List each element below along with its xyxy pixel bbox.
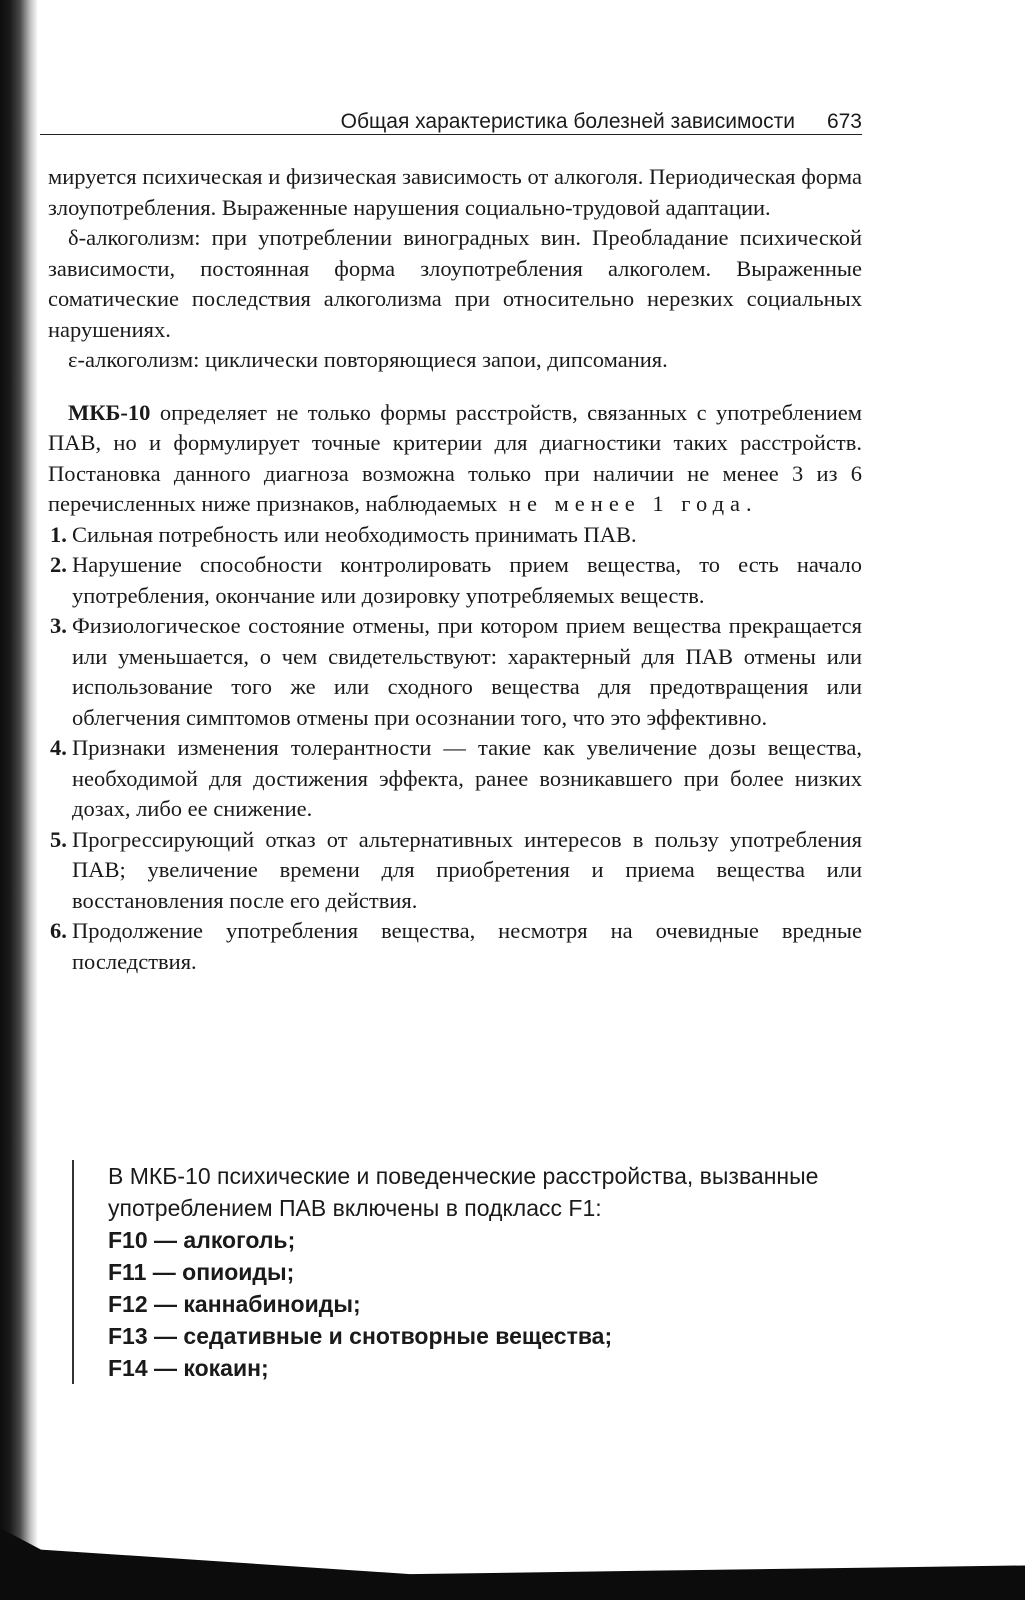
mkb-term: МКБ-10 [68, 399, 151, 425]
mkb-text: определяет не только формы расстройств, связанных с употреблением ПАВ, но и формулирует точные критерии для диагностики таких расстройств. Постановка данного диагноза возможна только при наличии не менее 3 из 6 перечисленных ниже признаков, наблюдаемых [48, 399, 862, 516]
list-item [48, 733, 862, 825]
list-item-text: Физиологическое состояние отмены, при котором прием вещества прекращается или уменьшается, о чем свидетельствуют: характерный для ПАВ отмены или использование того же или сходного вещества для предотвращения или облегчения симптомов отмены при осознании того, что это эффективно. [72, 613, 862, 730]
list-item-text: Прогрессирующий отказ от альтернативных интересов в пользу употребления ПАВ; увеличение времени для приобретения и приема вещества или восстановления после его действия. [72, 826, 862, 913]
list-item-number: 5. [50, 826, 67, 852]
list-item-number: 2. [50, 552, 67, 577]
paragraph-delta-alcoholism: δ-алкоголизм: при употреблении виноградных вин. Преобладание психической зависимости, постоянная форма злоупотребления алкоголем. Выраженные соматические последствия алкоголизма при относительно нерезких социальных нарушениях. [48, 225, 862, 342]
header-title: Общая характеристика болезней зависимости [340, 110, 795, 133]
list-item-text: Признаки изменения толерантности — такие как увеличение дозы вещества, необходимой для достижения эффекта, ранее возникавшего при более низких дозах, либо ее снижение. [72, 735, 862, 821]
code-f12: F12 — каннабиноиды; [108, 1291, 361, 1317]
list-item [48, 916, 862, 977]
code-f13: F13 — седативные и снотворные вещества; [108, 1323, 613, 1349]
code-f14: F14 — кокаин; [108, 1355, 269, 1381]
list-item-text: Нарушение способности контролировать прием вещества, то есть начало употребления, окончание или дозировку употребляемых веществ. [72, 552, 862, 608]
list-item-text: Продолжение употребления вещества, несмотря на очевидные вредные последствия. [72, 918, 862, 974]
list-item-number: 1. [50, 521, 67, 547]
list-item [48, 550, 862, 611]
scan-spine-shadow [0, 0, 38, 1600]
list-item-text: Сильная потребность или необходимость принимать ПАВ. [72, 521, 637, 547]
list-item [48, 825, 862, 917]
scan-bottom-shadow [0, 1528, 1025, 1600]
page-body [48, 162, 862, 977]
sidebar-intro: В МКБ-10 психические и поведенческие расстройства, вызванные употреблением ПАВ включены в подкласс F1: [108, 1163, 819, 1221]
list-item-number: 6. [50, 918, 67, 943]
list-item [48, 520, 862, 551]
mkb-spaced-text: не менее 1 года. [497, 491, 758, 516]
list-item-number: 3. [50, 613, 67, 638]
list-item-number: 4. [50, 735, 67, 760]
spacer [48, 376, 862, 398]
running-header [40, 104, 862, 135]
icd-f1-sidebar [72, 1160, 898, 1384]
paragraph-continued: мируется психическая и физическая зависимость от алкоголя. Периодическая форма злоупотребления. Выраженные нарушения социально-трудовой адаптации. [48, 164, 862, 220]
list-item [48, 611, 862, 733]
paragraph-mkb-criteria [48, 398, 862, 520]
paragraph-epsilon-alcoholism: ε-алкоголизм: циклически повторяющиеся запои, дипсомания. [68, 347, 668, 372]
code-f11: F11 — опиоиды; [108, 1259, 295, 1285]
criteria-list [48, 520, 862, 978]
page-number: 673 [826, 110, 862, 133]
code-f10: F10 — алкоголь; [108, 1227, 296, 1253]
